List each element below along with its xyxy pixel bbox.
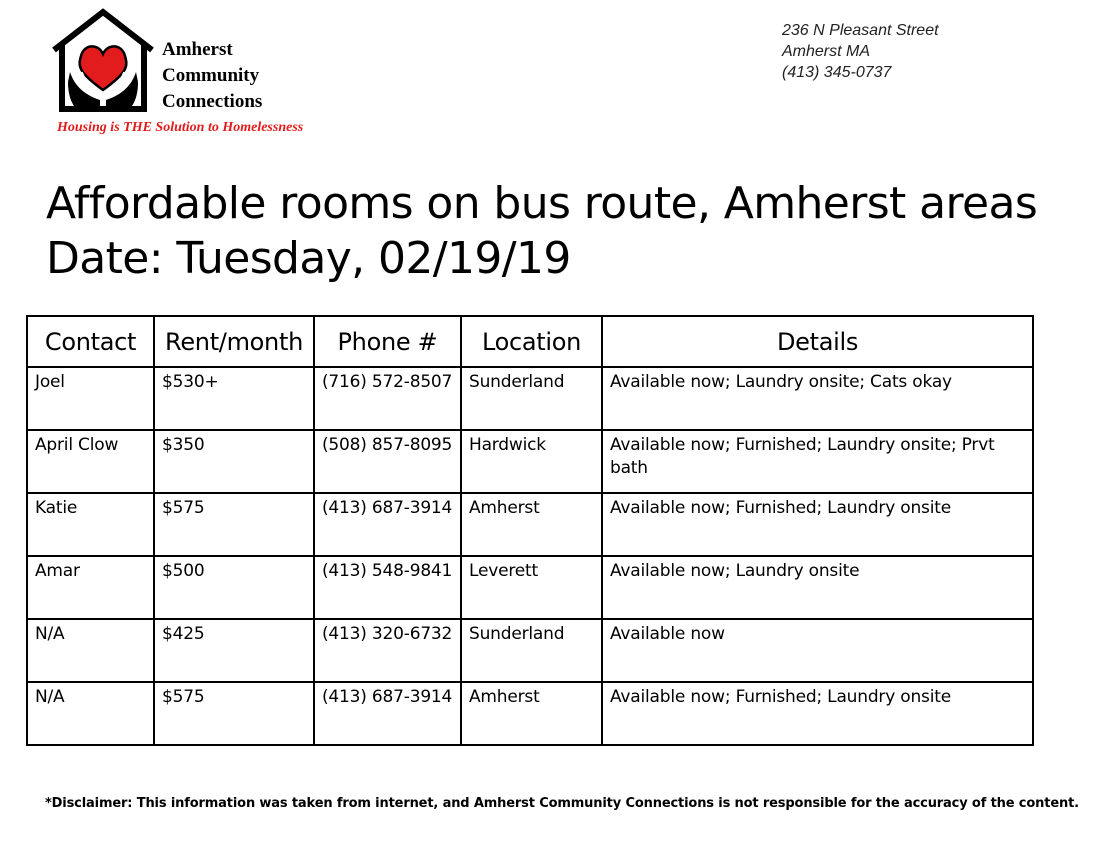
table-header-row <box>27 316 1033 367</box>
cell-details: Available now; Laundry onsite <box>602 556 1033 619</box>
column-header-details: Details <box>602 316 1033 367</box>
table-row <box>27 367 1033 430</box>
address-phone: (413) 345-0737 <box>782 64 892 81</box>
cell-rent: $575 <box>154 493 314 556</box>
cell-phone: (716) 572-8507 <box>314 367 461 430</box>
cell-phone: (413) 687-3914 <box>314 493 461 556</box>
column-header-location: Location <box>461 316 602 367</box>
address-block <box>782 20 939 83</box>
column-header-phone: Phone # <box>314 316 461 367</box>
cell-details: Available now; Laundry onsite; Cats okay <box>602 367 1033 430</box>
cell-details: Available now; Furnished; Laundry onsite <box>602 682 1033 745</box>
organization-name-line: Community <box>162 65 260 86</box>
table-row <box>27 430 1033 493</box>
page-title-date: Date: Tuesday, 02/19/19 <box>46 233 571 284</box>
cell-location: Sunderland <box>461 367 602 430</box>
organization-tagline: Housing is THE Solution to Homelessness <box>57 120 304 135</box>
table-row <box>27 493 1033 556</box>
cell-phone: (413) 548-9841 <box>314 556 461 619</box>
cell-location: Amherst <box>461 682 602 745</box>
address-city: Amherst MA <box>782 43 871 60</box>
cell-location: Hardwick <box>461 430 602 493</box>
page-title <box>46 176 1037 286</box>
cell-phone: (508) 857-8095 <box>314 430 461 493</box>
cell-phone: (413) 687-3914 <box>314 682 461 745</box>
organization-name <box>162 37 262 115</box>
disclaimer-text: *Disclaimer: This information was taken from internet, and Amherst Community Connections is not responsible for the accuracy of the content. <box>45 796 1079 811</box>
cell-location: Amherst <box>461 493 602 556</box>
cell-rent: $530+ <box>154 367 314 430</box>
cell-location: Sunderland <box>461 619 602 682</box>
cell-contact: Amar <box>27 556 154 619</box>
house-heart-hands-icon <box>48 8 158 116</box>
organization-name-line: Connections <box>162 91 263 112</box>
organization-logo <box>48 8 348 138</box>
table-row <box>27 619 1033 682</box>
cell-rent: $575 <box>154 682 314 745</box>
cell-rent: $425 <box>154 619 314 682</box>
cell-contact: April Clow <box>27 430 154 493</box>
cell-contact: N/A <box>27 619 154 682</box>
address-street: 236 N Pleasant Street <box>782 22 939 39</box>
organization-name-line: Amherst <box>162 39 233 60</box>
cell-rent: $350 <box>154 430 314 493</box>
column-header-contact: Contact <box>27 316 154 367</box>
cell-contact: Katie <box>27 493 154 556</box>
table-row <box>27 556 1033 619</box>
table-row <box>27 682 1033 745</box>
column-header-rent: Rent/month <box>154 316 314 367</box>
cell-details: Available now; Furnished; Laundry onsite; Prvt bath <box>602 430 1033 493</box>
cell-details: Available now <box>602 619 1033 682</box>
cell-phone: (413) 320-6732 <box>314 619 461 682</box>
cell-contact: Joel <box>27 367 154 430</box>
cell-location: Leverett <box>461 556 602 619</box>
cell-details: Available now; Furnished; Laundry onsite <box>602 493 1033 556</box>
listings-table <box>26 315 1034 746</box>
cell-rent: $500 <box>154 556 314 619</box>
page-title-line: Affordable rooms on bus route, Amherst areas <box>46 178 1038 229</box>
cell-contact: N/A <box>27 682 154 745</box>
